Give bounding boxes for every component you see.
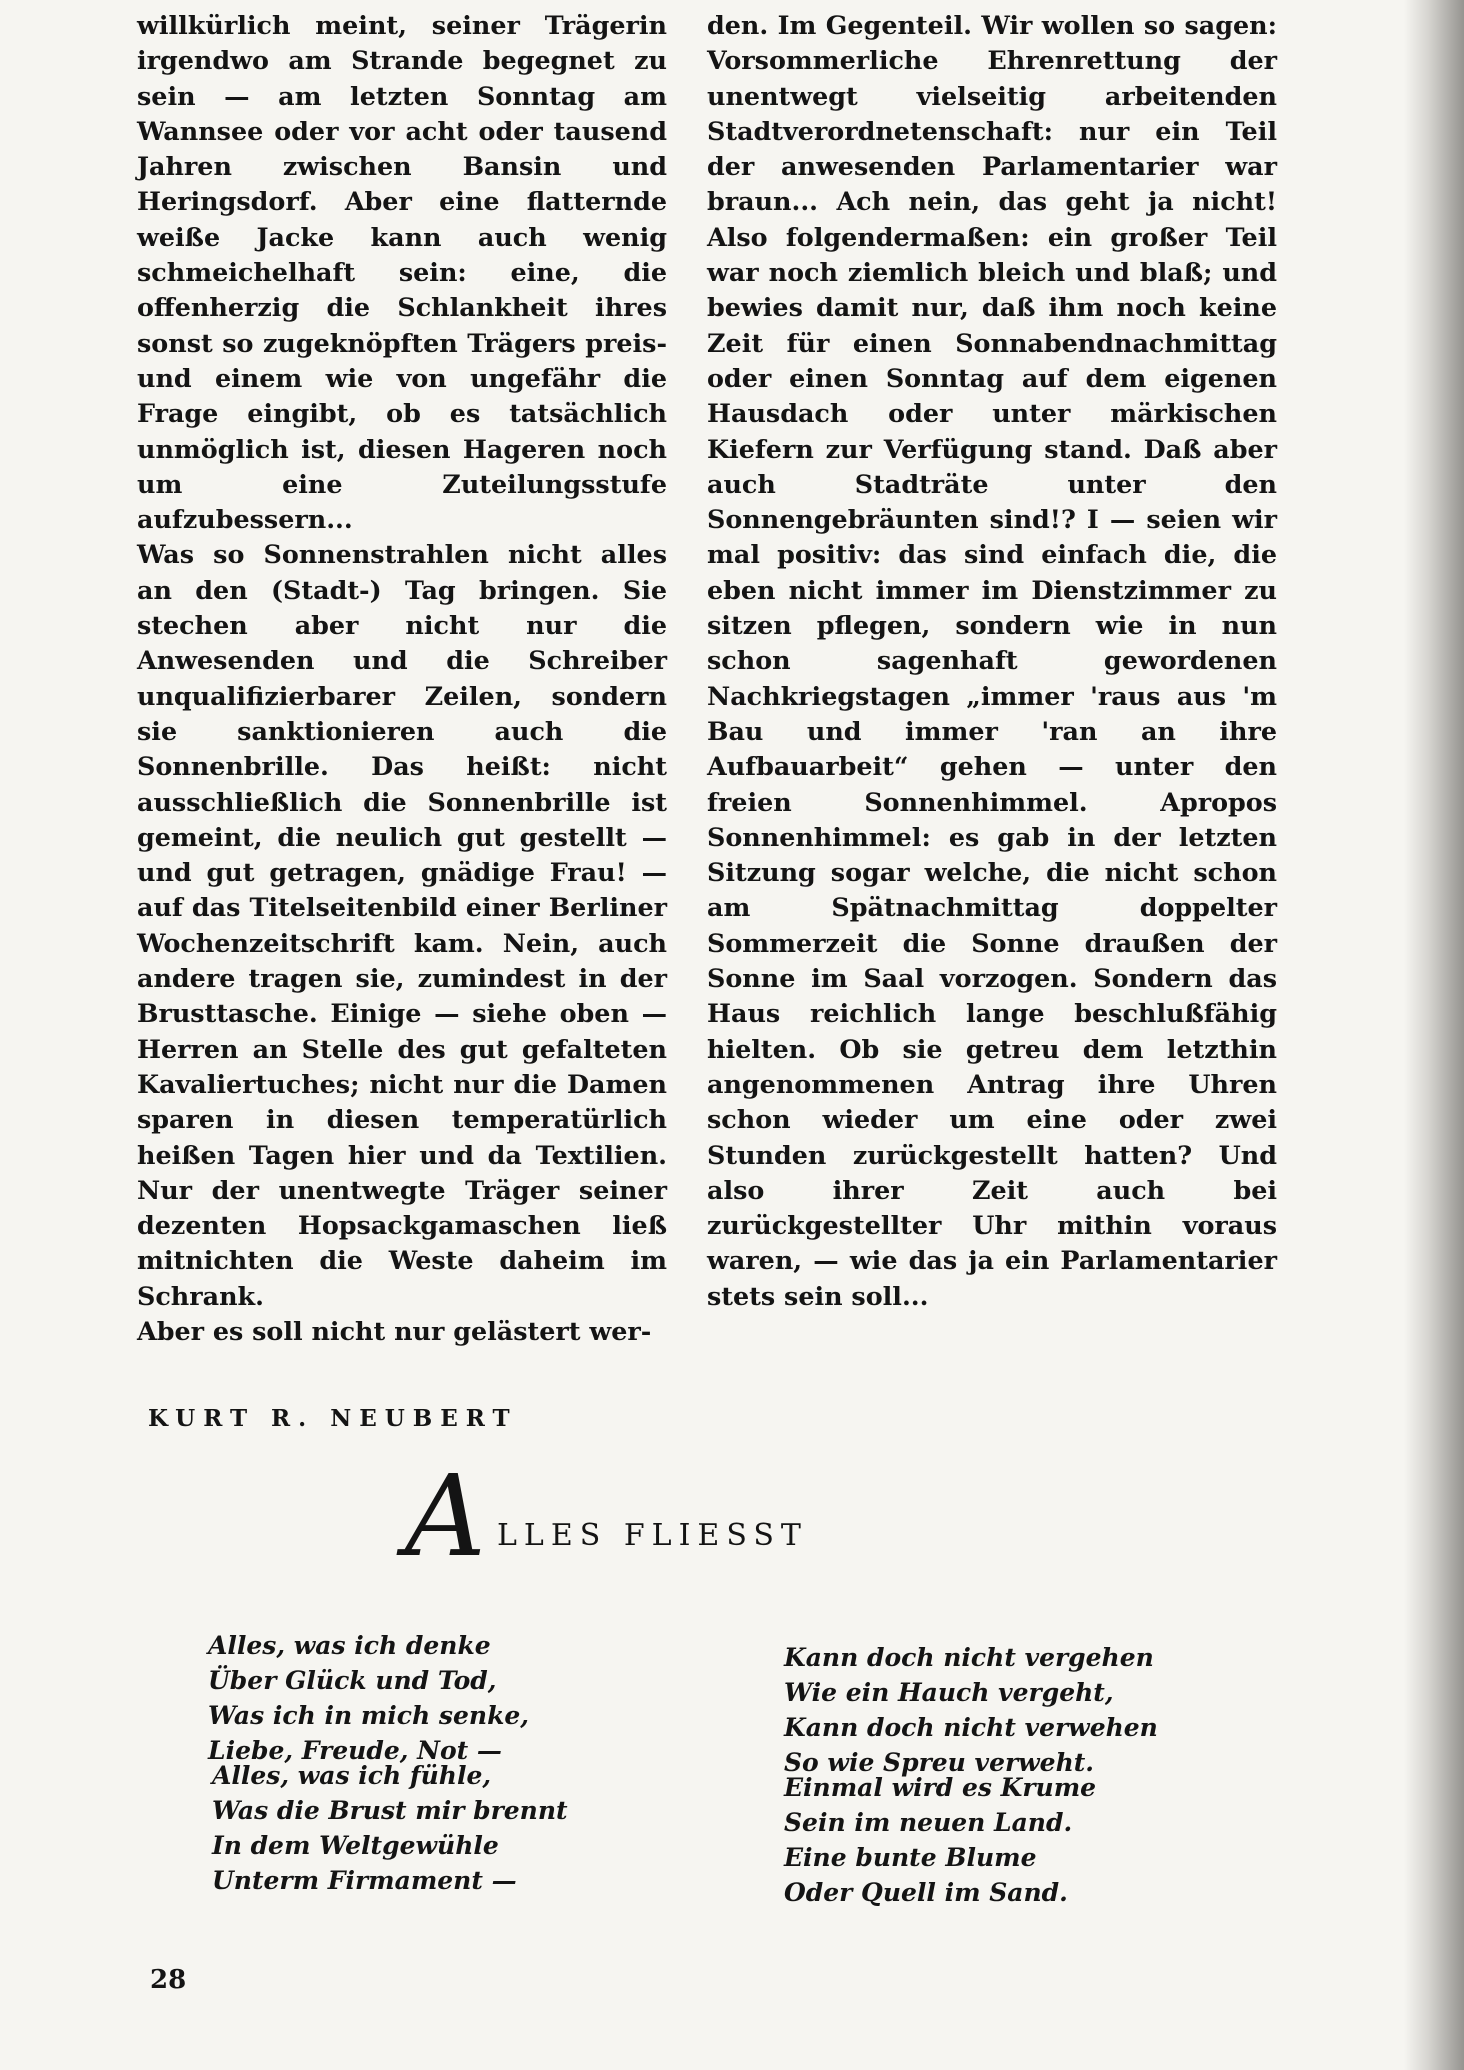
poem-line: Einmal wird es Krume xyxy=(784,1773,1097,1802)
poem-stanza xyxy=(212,1758,568,1898)
poem-stanza xyxy=(784,1640,1158,1780)
poem-line: Sein im neuen Land. xyxy=(784,1808,1073,1837)
poem-line: Über Glück und Tod, xyxy=(208,1666,497,1695)
poem-line: In dem Weltgewühle xyxy=(212,1831,499,1860)
poem-title-initial: A xyxy=(405,1452,486,1582)
poem-line: Wie ein Hauch vergeht, xyxy=(784,1678,1114,1707)
poem-line: Oder Quell im Sand. xyxy=(784,1878,1068,1907)
poem-line: Kann doch nicht vergehen xyxy=(784,1643,1154,1672)
poem-line: Unterm Firmament — xyxy=(212,1866,517,1895)
poem-title-text: LLES FLIESST xyxy=(497,1518,808,1553)
poem-line: Kann doch nicht verwehen xyxy=(784,1713,1158,1742)
page-binding-shadow xyxy=(1404,0,1464,2070)
poem-line: Liebe, Freude, Not — xyxy=(208,1736,502,1765)
article-paragraph: den. Im Gegenteil. Wir wollen so sagen: Vorsommerliche Ehrenrettung der unentwegt vielseitig arbeitenden Stadtverordnetenschaft: nur ein Teil der anwesenden Parlamentarier war braun... Ach nein, das geht ja nicht! Also folgendermaßen: ein großer Teil war noch ziemlich bleich und blaß; und bewies damit nur, daß ihm noch keine Zeit für einen Sonnabendnachmittag oder einen Sonntag auf dem eigenen Hausdach oder unter märkischen Kiefern zur Verfügung stand. Daß aber auch Stadträte unter den Sonnengebräunten sind!? I — seien wir mal positiv: das sind einfach die, die eben nicht immer im Dienstzimmer zu sitzen pflegen, sondern wie in nun schon sagenhaft gewordenen Nachkriegstagen „immer 'raus aus 'm Bau und immer 'ran an ihre Aufbauarbeit“ gehen — unter den freien Sonnenhimmel. Apropos Sonnenhimmel: es gab in der letzten Sitzung sogar welche, die nicht schon am Spätnachmittag doppelter Sommerzeit die Sonne draußen der Sonne im Saal vorzogen. Sondern das Haus reichlich lange beschlußfähig hielten. Ob sie getreu dem letzthin angenommenen Antrag ihre Uhren schon wieder um eine oder zwei Stunden zurückgestellt hatten? Und also ihrer Zeit auch bei zurückgestellter Uhr mithin voraus waren, — wie das ja ein Parlamentarier stets sein soll... xyxy=(707,10,1277,1311)
article-paragraph: willkürlich meint, seiner Trägerin irgendwo am Strande begegnet zu sein — am letzten Sonntag am Wannsee oder vor acht oder tausend Jahren zwischen Bansin und Heringsdorf. Aber eine flatternde weiße Jacke kann auch wenig schmeichelhaft sein: eine, die offenherzig die Schlankheit ihres sonst so zugeknöpften Trägers preis- und einem wie von ungefähr die Frage eingibt, ob es tatsächlich unmöglich ist, diesen Hageren noch um eine Zuteilungsstufe aufzubessern... xyxy=(137,10,667,535)
article-paragraph: Aber es soll nicht nur gelästert wer- xyxy=(137,1315,652,1346)
poem-line: Was ich in mich senke, xyxy=(208,1701,529,1730)
poem-line: Alles, was ich fühle, xyxy=(212,1761,492,1790)
poem-line: So wie Spreu verweht. xyxy=(784,1748,1095,1777)
poem-line: Was die Brust mir brennt xyxy=(212,1796,568,1825)
article-right-column xyxy=(707,8,1277,1314)
poem-title xyxy=(405,1452,905,1582)
poem-stanza xyxy=(208,1628,529,1768)
article-paragraph: Was so Sonnenstrahlen nicht alles an den (Stadt-) Tag bringen. Sie stechen aber nicht nur die Anwesenden und die Schreiber unqualifizierbarer Zeilen, sondern sie sanktionieren auch die Sonnenbrille. Das heißt: nicht ausschließlich die Sonnenbrille ist gemeint, die neulich gut gestellt — und gut getragen, gnädige Frau! — auf das Titelseitenbild einer Berliner Wochenzeitschrift kam. Nein, auch andere tragen sie, zumindest in der Brusttasche. Einige — siehe oben — Herren an Stelle des gut gefalteten Kavaliertuches; nicht nur die Damen sparen in diesen temperatürlich heißen Tagen hier und da Textilien. Nur der unentwegte Träger seiner dezenten Hopsackgamaschen ließ mitnichten die Weste daheim im Schrank. xyxy=(137,539,667,1311)
poem-line: Eine bunte Blume xyxy=(784,1843,1037,1872)
page-number: 28 xyxy=(150,1965,187,1995)
poem-author: KURT R. NEUBERT xyxy=(148,1405,518,1432)
poem-line: Alles, was ich denke xyxy=(208,1631,491,1660)
poem-stanza xyxy=(784,1770,1096,1910)
article-left-column xyxy=(137,8,667,1349)
